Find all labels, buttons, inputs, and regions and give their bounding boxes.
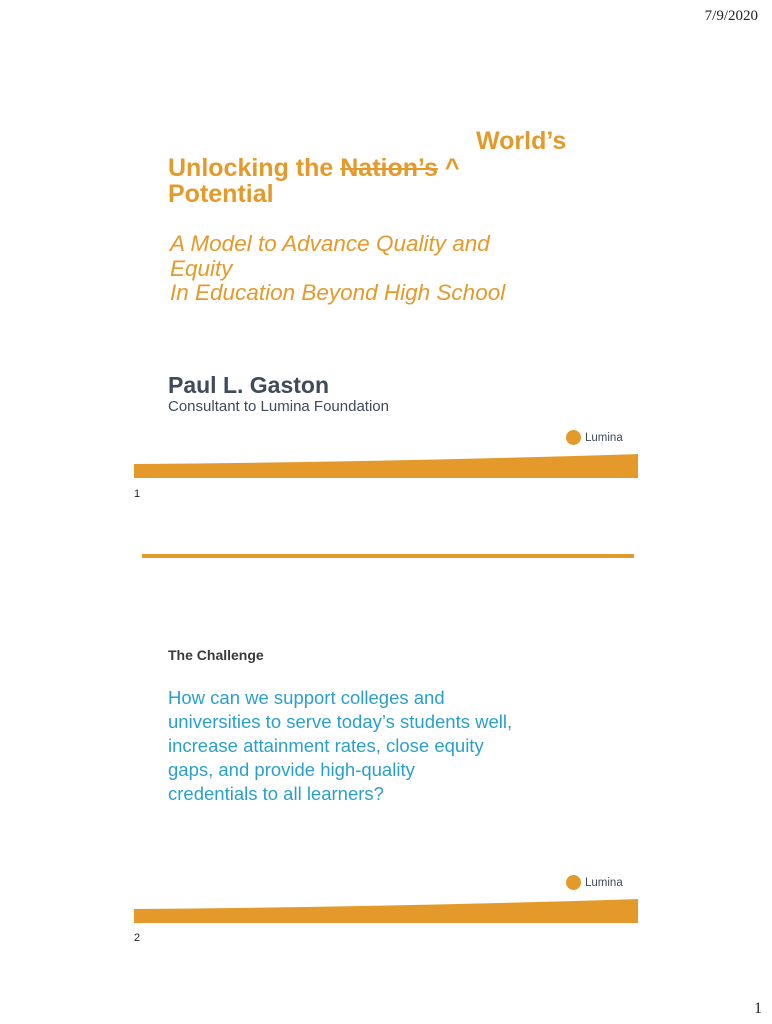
sun-icon <box>566 875 581 890</box>
slide-1 <box>134 110 638 500</box>
top-rule <box>142 554 634 558</box>
subtitle-line: Equity <box>170 255 233 281</box>
author-name: Paul L. Gaston <box>168 372 330 398</box>
lumina-logo <box>566 430 623 445</box>
print-date: 7/9/2020 <box>704 8 758 24</box>
question-line: increase attainment rates, close equity <box>168 735 484 756</box>
sun-icon <box>566 430 581 445</box>
slide-number: 1 <box>134 488 141 500</box>
inserted-word: World’s <box>476 127 567 155</box>
question-line: How can we support colleges and <box>168 687 445 708</box>
question-line: gaps, and provide high-quality <box>168 759 415 780</box>
slide-number: 2 <box>134 932 141 944</box>
question-line: universities to serve today’s students well, <box>168 711 513 732</box>
question-line: credentials to all learners? <box>168 783 384 804</box>
challenge-question <box>168 686 588 806</box>
slide-heading: The Challenge <box>168 647 264 663</box>
logo-text: Lumina <box>585 876 623 889</box>
slide-title-line-1 <box>168 155 459 181</box>
slide-subtitle <box>170 232 590 306</box>
slide-2 <box>134 550 638 944</box>
page-number: 1 <box>754 1000 762 1017</box>
subtitle-line: A Model to Advance Quality and <box>170 231 490 256</box>
slide-title-line-2: Potential <box>168 180 274 208</box>
footer-swoosh <box>134 452 638 478</box>
subtitle-line: In Education Beyond High School <box>170 280 506 305</box>
struck-word: Nation’s <box>340 154 438 182</box>
insert-caret: ^ <box>437 154 460 182</box>
footer-swoosh <box>134 897 638 923</box>
lumina-logo <box>566 875 623 890</box>
author-affiliation: Consultant to Lumina Foundation <box>168 398 389 415</box>
logo-text: Lumina <box>585 431 623 444</box>
title-prefix: Unlocking the <box>168 154 341 182</box>
